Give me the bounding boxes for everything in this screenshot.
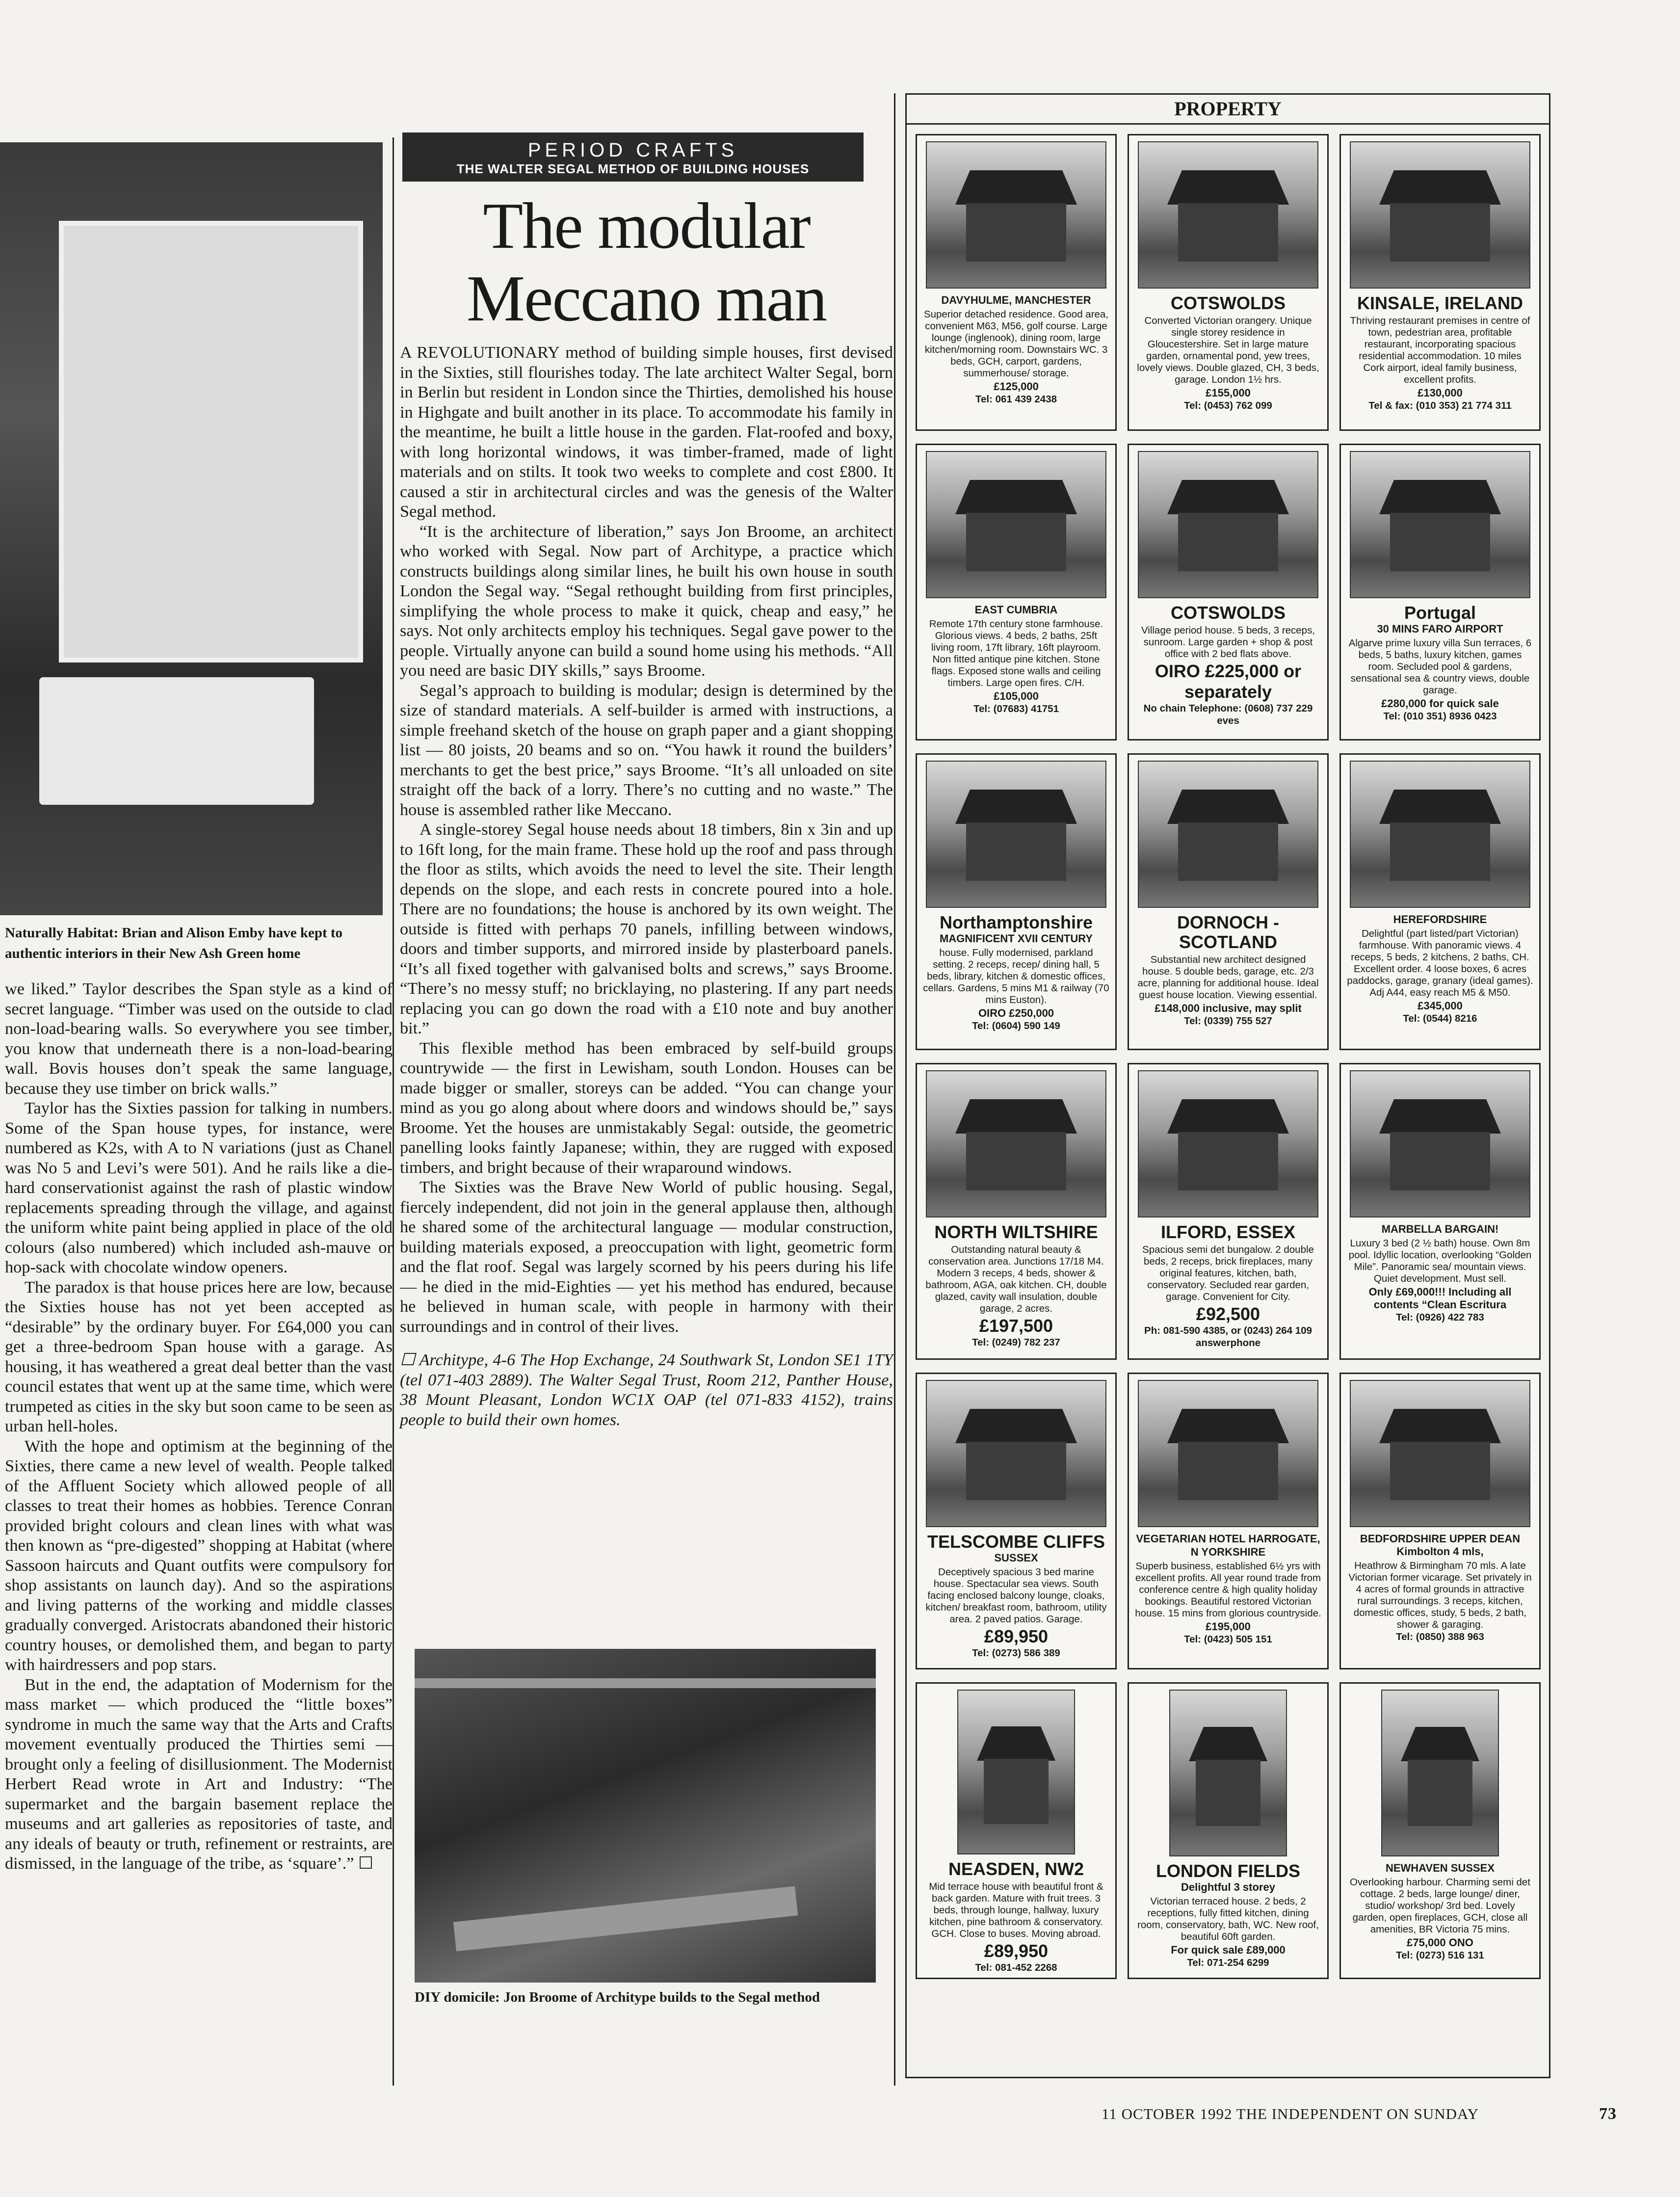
house-shape (984, 1759, 1049, 1824)
listing-price: OIRO £225,000 or separately (1155, 661, 1302, 702)
headline (400, 189, 893, 335)
house-shape (1390, 1442, 1490, 1500)
listing-phone: Tel: (010 351) 8936 0423 (1383, 711, 1497, 722)
timber-beam (415, 1678, 876, 1688)
listing-description: Overlooking harbour. Charming semi det cottage. 2 beds, large lounge/ diner, studio/ workshop/ 3rd bed. Lovely garden, open fireplaces, GCH, close all amenities, BR Victoria 75 mins. (1349, 1877, 1531, 1935)
listing-price: For quick sale £89,000 (1171, 1944, 1286, 1956)
listing-location: HEREFORDSHIRE (1393, 913, 1487, 926)
house-shape (1390, 513, 1490, 571)
listing-location: MARBELLA BARGAIN! (1381, 1223, 1499, 1235)
property-listing (916, 1682, 1117, 1979)
listing-description: Superior detached residence. Good area, convenient M63, M56, golf course. Large lounge (inglenook), dining room, large kitchen/morning room. Downstairs WC. 3 beds, GCH, carport, gardens, summerhouse/ storage. (923, 309, 1109, 379)
property-listing (1128, 1063, 1329, 1360)
property-photo (926, 761, 1106, 908)
listing-subtitle: SUSSEX (994, 1552, 1038, 1564)
listing-description: Village period house. 5 beds, 3 receps, sunroom. Large garden + shop & post office with 2 bed flats above. (1141, 625, 1315, 660)
paragraph: The Sixties was the Brave New World of public housing. Segal, fiercely independent, did not join in the general applause then, although he shared some of the architectural language — modular construction, building materials exposed, a preoccupation with light, geometric form and the flat roof. Segal was largely scorned by his peers during his life — he died in the mid-Eighties — yet his method has endured, because he believed in human scale, with people in harmony with their surroundings and in control of their lives. (400, 1178, 893, 1336)
listing-location: ILFORD, ESSEX (1160, 1222, 1296, 1242)
house-shape (966, 513, 1066, 571)
roof-shape (1167, 170, 1289, 205)
listing-location: DAVYHULME, MANCHESTER (941, 294, 1091, 306)
listing-location: NEWHAVEN SUSSEX (1385, 1862, 1495, 1874)
listing-description: Outstanding natural beauty & conservation area. Junctions 17/18 M4. Modern 3 receps, 4 beds, shower & bathroom, AGA, oak kitchen. CH, double glazed, cavity wall insulation, double garage, 2 acres. (925, 1244, 1107, 1314)
house-shape (1390, 1132, 1490, 1190)
property-photo (1350, 1380, 1530, 1527)
builder-photo (415, 1649, 876, 1983)
house-shape (1178, 1132, 1278, 1190)
property-listing (1339, 1063, 1541, 1360)
roof-shape (955, 1099, 1077, 1134)
paragraph: Taylor has the Sixties passion for talking in numbers. Some of the Span house types, for instance, were numbered as K2s, with A to N variations (just as Chanel was No 5 and Levi’s were 501). And he rails like a die-hard conservationist against the rash of plastic window replacements spreading through the village, and against the uniform white paint being applied in place of the old colours (also numbered) which included ash-mauve or hop-sack with chocolate window openers. (5, 1099, 393, 1276)
roof-shape (1379, 170, 1501, 205)
contact-credits: ☐ Architype, 4-6 The Hop Exchange, 24 Southwark St, London SE1 1TY (tel 071-403 2889). The Walter Segal Trust, Room 212, Panther House, 38 Mount Pleasant, London WC1X OAP (tel 071-833 4152), trains people to build their own homes. (400, 1350, 893, 1429)
property-listing (1128, 1373, 1329, 1669)
property-listing (1128, 444, 1329, 741)
property-listing (916, 753, 1117, 1050)
property-listing (1339, 1373, 1541, 1669)
roof-shape (1167, 1099, 1289, 1134)
roof-shape (1379, 1099, 1501, 1134)
listing-phone: Tel: (0850) 388 963 (1396, 1631, 1484, 1642)
listing-subtitle: Delightful 3 storey (1181, 1881, 1275, 1893)
house-shape (966, 1132, 1066, 1190)
property-photo (957, 1690, 1075, 1854)
listing-price: £125,000 (994, 380, 1039, 393)
paragraph: we liked.” Taylor describes the Span style as a kind of secret language. “Timber was used on the outside to clad non-load-bearing walls. So everywhere you see timber, you know that underneath there is a non-load-bearing wall. Bovis houses don’t speak the same language, because they use timber on brick walls.” (5, 979, 393, 1098)
listing-location: LONDON FIELDS (1156, 1861, 1300, 1881)
listing-phone: Tel: (0453) 762 099 (1184, 400, 1272, 411)
page-number: 73 (1599, 2105, 1617, 2123)
house-shape (966, 203, 1066, 261)
listing-phone: Tel: (07683) 41751 (973, 703, 1059, 715)
listing-location: KINSALE, IRELAND (1357, 293, 1523, 313)
house-shape (966, 822, 1066, 880)
listing-description: Converted Victorian orangery. Unique single storey residence in Gloucestershire. Set in large mature garden, ornamental pond, yew trees, lovely views. Double glazed, CH, 3 beds, garage. London 1½ hrs. (1137, 315, 1319, 385)
listing-price: £92,500 (1196, 1304, 1260, 1324)
listing-description: Thriving restaurant premises in centre of town, pedestrian area, profitable restaurant, incorporating spacious residential accommodation. 10 miles Cork airport, ideal family business, excellent profits. (1350, 315, 1530, 385)
listing-location: Northamptonshire (939, 912, 1093, 932)
listing-price: £197,500 (979, 1316, 1053, 1336)
property-listing (1339, 1682, 1541, 1979)
roof-shape (955, 1409, 1077, 1443)
listing-price: £280,000 for quick sale (1381, 697, 1499, 710)
listing-description: Deceptively spacious 3 bed marine house. Spectacular sea views. South facing enclosed balcony lounge, cloaks, kitchen/ breakfast room, bathroom, utility area. 2 paved patios. Garage. (925, 1566, 1107, 1625)
property-listing (916, 134, 1117, 431)
article-body (400, 343, 893, 1336)
photo-caption: Naturally Habitat: Brian and Alison Emby have kept to authentic interiors in their New Ash Green home (5, 925, 343, 961)
listing-phone: Tel: (0544) 8216 (1403, 1013, 1477, 1024)
listing-phone: Tel: (0926) 422 783 (1396, 1312, 1484, 1323)
listing-price: £75,000 ONO (1407, 1936, 1473, 1949)
section-banner (402, 132, 864, 182)
paragraph: The paradox is that house prices here are low, because the Sixties house has not yet been accepted as “desirable” by the ordinary buyer. For £64,000 you can get a three-bedroom Span house with a garage. As housing, it has weathered a great deal better than the vast council estates that went up at the same time, which were trumpeted as cities in the sky but soon came to be seen as urban hell-holes. (5, 1277, 393, 1435)
house-shape (1178, 822, 1278, 880)
listing-price: £148,000 inclusive, may split (1155, 1002, 1302, 1014)
roof-shape (955, 170, 1077, 205)
headline-line: Meccano man (466, 262, 827, 335)
listing-price: £89,950 (984, 1941, 1049, 1961)
property-listing (1128, 1682, 1329, 1979)
listing-subtitle: Kimbolton 4 mls, (1396, 1545, 1484, 1558)
lead-paragraph (400, 343, 893, 522)
property-listing (1128, 753, 1329, 1050)
listing-location: VEGETARIAN HOTEL HARROGATE, N YORKSHIRE (1136, 1533, 1320, 1558)
listing-price: £155,000 (1206, 387, 1251, 399)
headline-line: The modular (483, 189, 810, 262)
listing-price: £195,000 (1206, 1620, 1251, 1633)
listing-phone: Tel: (0273) 586 389 (972, 1647, 1060, 1659)
house-shape (966, 1442, 1066, 1500)
roof-shape (1167, 1409, 1289, 1443)
listing-location: COTSWOLDS (1171, 603, 1286, 623)
listing-phone: Tel: 071-254 6299 (1187, 1957, 1269, 1968)
property-listing (916, 1063, 1117, 1360)
roof-shape (1379, 480, 1501, 514)
paragraph: A single-storey Segal house needs about 18 timbers, 8in x 3in and up to 16ft long, for the main frame. These hold up the roof and pass through the floor as stilts, which avoids the need to level the site. Their length depends on the slope, and each rests in concrete poured into a hole. There are no foundations; the house is anchored by its own weight. The outside is fitted with perhaps 70 panels, infilling between windows, doors and timber supports, and mirrored inside by plasterboard panels. “It’s all fixed together with galvanised bolts and screws,” says Broome. “There’s no messy stuff; no bricklaying, no plastering. If any part needs replacing you can go down the road with a £10 note and buy another bit.” (400, 820, 893, 1037)
listing-description: Spacious semi det bungalow. 2 double beds, 2 receps, brick fireplaces, many original features, kitchen, bath, conservatory. Secluded rear garden, garage. Convenient for City. (1142, 1244, 1314, 1302)
property-photo (1350, 761, 1530, 908)
listing-description: Substantial new architect designed house. 5 double beds, garage, etc. 2/3 acre, planning for additional house. Ideal guest house location. Viewing essential. (1137, 954, 1319, 1001)
property-listing (1339, 134, 1541, 431)
interior-photo (0, 142, 383, 915)
listing-location: NORTH WILTSHIRE (934, 1222, 1098, 1242)
window-frame (59, 221, 363, 662)
property-photo (926, 1070, 1106, 1218)
property-photo (1350, 141, 1530, 289)
listing-location: DORNOCH - SCOTLAND (1177, 912, 1279, 952)
listing-description: Delightful (part listed/part Victorian) farmhouse. With panoramic views. 4 receps, 5 beds, 2 kitchens, 2 baths, CH. Excellent order. 4 loose boxes, 6 acres paddocks, garage, granary (ideal games). Adj A44, easy reach M5 & M50. (1347, 928, 1533, 998)
listing-location: TELSCOMBE CLIFFS (927, 1532, 1105, 1552)
listing-description: Algarve prime luxury villa Sun terraces, 6 beds, 5 baths, luxury kitchen, games room. Secluded pool & gardens, sensational sea & country views, double garage. (1348, 637, 1532, 696)
listing-phone: Tel: (0423) 505 151 (1184, 1634, 1272, 1645)
property-photo (1138, 451, 1318, 598)
listing-description: Heathrow & Birmingham 70 mls. A late Victorian former vicarage. Set privately in 4 acres of formal grounds in attractive rural surroundings. 3 receps, kitchen, domestic offices, study, 5 beds, 2 bath, shower & garaging. (1348, 1560, 1532, 1630)
listing-price: OIRO £250,000 (978, 1007, 1054, 1019)
listing-description: Victorian terraced house. 2 beds, 2 receptions, fully fitted kitchen, dining room, conservatory, bath, WC. New roof, beautiful 60ft garden. (1137, 1896, 1319, 1942)
article (400, 132, 893, 1429)
listing-location: EAST CUMBRIA (974, 604, 1058, 616)
property-photo (1381, 1690, 1499, 1856)
house-shape (1178, 203, 1278, 261)
listing-description: Superb business, established 6½ yrs with excellent profits. All year round trade from conference centre & high quality holiday bookings. Beautiful restored Victorian house. 15 mins from glorious countryside. (1135, 1561, 1321, 1619)
listing-location: Portugal (1404, 603, 1476, 623)
property-photo (1138, 141, 1318, 289)
listing-location: NEASDEN, NW2 (948, 1859, 1084, 1879)
property-listing (916, 444, 1117, 741)
property-photo (1138, 1380, 1318, 1527)
listing-price: £130,000 (1418, 387, 1463, 399)
roof-shape (1379, 790, 1501, 824)
listing-phone: Tel: 061 439 2438 (975, 394, 1057, 405)
listing-phone: Tel: (0604) 590 149 (972, 1020, 1060, 1032)
left-column (0, 0, 393, 2169)
listing-description: Remote 17th century stone farmhouse. Glorious views. 4 beds, 2 baths, 25ft living room, 17ft library, 16ft playroom. Non fitted antique pine kitchen. Stone flags. Exposed stone walls and ceiling timbers. Large open fires. C/H. (929, 618, 1103, 688)
roof-shape (1189, 1727, 1268, 1761)
property-title: PROPERTY (907, 95, 1549, 125)
listing-subtitle: MAGNIFICENT XVII CENTURY (939, 932, 1093, 945)
listing-description: house. Fully modernised, parkland setting. 2 receps, recep/ dining hall, 5 beds, library, kitchen & domestic offices, cellars. Gardens, 5 mins M1 & railway (70 mins Euston). (923, 947, 1109, 1006)
property-photo (1350, 1070, 1530, 1218)
property-photo (926, 1380, 1106, 1527)
dateline: 11 OCTOBER 1992 THE INDEPENDENT ON SUNDAY (1102, 2105, 1479, 2122)
property-photo (926, 451, 1106, 598)
property-section (905, 93, 1550, 2078)
house-shape (1390, 822, 1490, 880)
listing-phone: Tel & fax: (010 353) 21 774 311 (1368, 400, 1512, 411)
listing-subtitle: 30 MINS FARO AIRPORT (1377, 623, 1503, 635)
listing-phone: Ph: 081-590 4385, or (0243) 264 109 answerphone (1144, 1325, 1312, 1349)
listing-price: Only £69,000!!! Including all contents “Clean Escritura (1368, 1286, 1512, 1311)
property-photo (1169, 1690, 1287, 1856)
paragraph: But in the end, the adaptation of Modernism for the mass market — which produced the “little boxes” syndrome in much the same way that the Arts and Crafts movement eventually produced the Thirties semi — brought only a feeling of disillusionment. The Modernist Herbert Read wrote in Art and Industry: “The supermarket and the bargain basement replace the museums and art galleries as repositories of taste, and any ideals of beauty or truth, refinement or restraints, are dismissed, in the language of the tribe, as ‘square’.” ☐ (5, 1675, 393, 1873)
listing-phone: No chain Telephone: (0608) 737 229 eves (1143, 703, 1313, 726)
section-kicker: PERIOD CRAFTS (527, 139, 738, 161)
builder-photo-caption: DIY domicile: Jon Broome of Architype builds to the Segal method (415, 1989, 820, 2005)
listing-phone: Tel: (0273) 516 131 (1396, 1950, 1484, 1961)
roof-shape (1401, 1727, 1480, 1761)
paragraph: With the hope and optimism at the beginning of the Sixties, there came a new level of wealth. People talked of the Affluent Society which allowed people of all classes to treat their homes as hobbies. Terence Conran provided bright colours and clean lines with what was then known as “pre-digested” shopping at Habitat (where Sassoon haircuts and Quant outfits were compulsory for shop assistants on launch day). And so the aspirations and living patterns of the working and middle classes gradually converged. Aristocrats abandoned their historic country houses, or demolished them, and began to party with hairdressers and pop stars. (5, 1436, 393, 1674)
house-shape (1178, 1442, 1278, 1500)
lead-text: method of building simple houses, first devised in the Sixties, still flourishes today. The late architect Walter Segal, born in Berlin but resident in London since the Thirties, demolished his house in Highgate and built another in its place. To accommodate his family in the meantime, he built a little house in the garden. Flat-roofed and boxy, with long horizontal windows, it was timber-framed, made of light materials and on stilts. It took two weeks to complete and cost £800. It caused a stir in architectural circles and was the genesis of the Walter Segal method. (400, 343, 893, 521)
dining-table (39, 677, 314, 805)
house-shape (1196, 1760, 1260, 1826)
roof-shape (1379, 1409, 1501, 1443)
house-shape (1408, 1760, 1472, 1826)
property-listing (1339, 753, 1541, 1050)
listing-phone: Tel: 081-452 2268 (975, 1962, 1057, 1973)
article-continuation (5, 979, 393, 1874)
column-rule (894, 93, 895, 2086)
paragraph: Segal’s approach to building is modular; design is determined by the size of standard materials. A self-builder is armed with instructions, a simple freehand sketch of the house on graph paper and a giant shopping list — 80 joists, 20 beams and so on. “You hawk it round the builders’ merchants to get the best price,” says Broome. “It’s all unloaded on site straight off the back of a lorry. There’s no cutting and no waste.” The house is assembled rather like Meccano. (400, 681, 893, 819)
roof-shape (955, 480, 1077, 514)
listing-price: £105,000 (994, 690, 1039, 702)
property-photo (1350, 451, 1530, 598)
property-listing (1128, 134, 1329, 431)
roof-shape (955, 790, 1077, 824)
paragraph: This flexible method has been embraced by self-build groups countrywide — the first in Lewisham, south London. Houses can be made bigger or smaller, storeys can be added. “You can change your mind as you go along about where doors and windows should be,” says Broome. Yet the houses are unmistakably Segal: outside, the geometric panelling looks faintly Japanese; within, they are rugged with exposed timbers, and bright because of their wraparound windows. (400, 1038, 893, 1177)
column-rule (393, 137, 394, 2086)
listing-location: COTSWOLDS (1171, 293, 1286, 313)
listing-description: Mid terrace house with beautiful front & back garden. Mature with fruit trees. 3 beds, through lounge, hallway, luxury kitchen, pine bathroom & conservatory. GCH. Close to buses. Moving abroad. (929, 1881, 1103, 1939)
roof-shape (1167, 480, 1289, 514)
lead-word: A REVOLUTIONARY (400, 343, 560, 362)
section-subkicker: THE WALTER SEGAL METHOD OF BUILDING HOUSES (456, 161, 810, 176)
listing-location: BEDFORDSHIRE UPPER DEAN (1360, 1533, 1521, 1545)
listing-phone: Tel: (0339) 755 527 (1184, 1015, 1272, 1027)
house-shape (1178, 513, 1278, 571)
house-shape (1390, 203, 1490, 261)
property-photo (1138, 761, 1318, 908)
page-footer (1102, 2105, 1617, 2123)
property-photo (926, 141, 1106, 289)
timber-log (453, 1886, 798, 1952)
listing-price: £89,950 (984, 1626, 1049, 1646)
listing-phone: Tel: (0249) 782 237 (972, 1337, 1060, 1348)
property-listing (916, 1373, 1117, 1669)
listing-description: Luxury 3 bed (2 ½ bath) house. Own 8m pool. Idyllic location, overlooking “Golden Mile”. Panoramic sea/ mountain views. Quiet development. Must sell. (1348, 1238, 1532, 1284)
paragraph: “It is the architecture of liberation,” says Jon Broome, an architect who worked with Segal. Now part of Architype, a practice which constructs buildings along similar lines, he built his own house in south London the Segal way. “Segal rethought building from first principles, simplifying the whole process to make it quick, cheap and easy,” he says. Not only architects employ his techniques. Segal gave power to the people. Virtually anyone can build a sound home using his methods. “All you need are basic DIY skills,” says Broome. (400, 522, 893, 680)
listings-grid (916, 134, 1549, 1979)
roof-shape (1167, 790, 1289, 824)
property-photo (1138, 1070, 1318, 1218)
property-listing (1339, 444, 1541, 741)
listing-price: £345,000 (1418, 1000, 1463, 1012)
roof-shape (977, 1726, 1056, 1761)
